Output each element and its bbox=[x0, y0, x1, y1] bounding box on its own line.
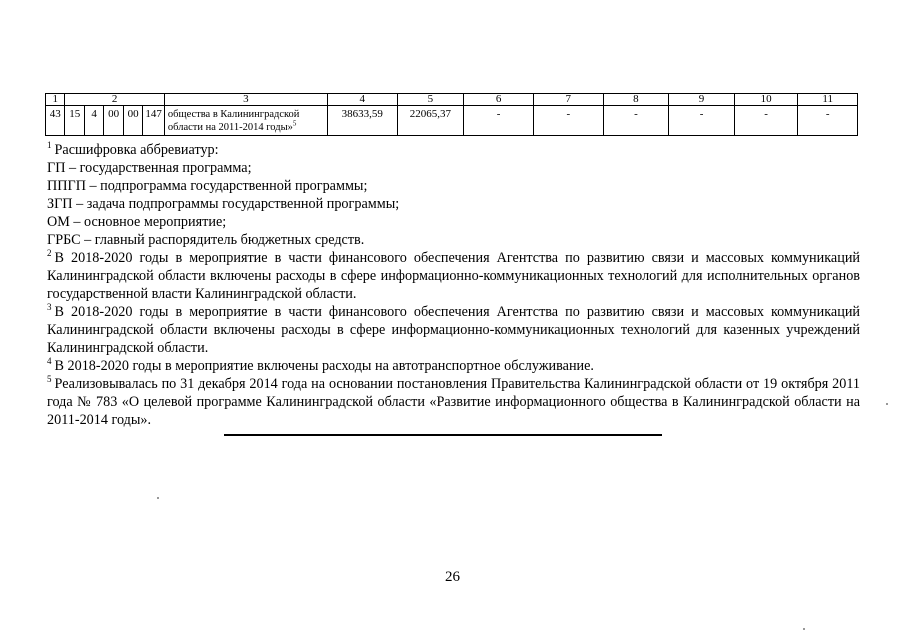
footnote-3 bbox=[47, 303, 860, 357]
page-number: 26 bbox=[445, 569, 460, 585]
footnote-mark: 4 bbox=[47, 356, 52, 367]
description-line-1: общества в Калининградской bbox=[167, 109, 300, 120]
code-cell: 15 bbox=[65, 106, 84, 136]
code-cell: 4 bbox=[84, 106, 103, 136]
scan-speck bbox=[803, 628, 805, 630]
footnote-text: В 2018-2020 годы в мероприятие включены расходы на автотранспортное обслуживание. bbox=[54, 358, 594, 374]
value-cell: - bbox=[798, 106, 858, 136]
value-cell: 22065,37 bbox=[397, 106, 464, 136]
value-cell: - bbox=[603, 106, 669, 136]
footnote-mark: 1 bbox=[47, 140, 52, 151]
scan-speck bbox=[157, 497, 159, 499]
footnotes bbox=[47, 141, 860, 429]
footnote-4 bbox=[47, 357, 860, 375]
column-header: 3 bbox=[164, 94, 327, 106]
column-header: 7 bbox=[533, 94, 603, 106]
footnote-mark: 5 bbox=[47, 374, 52, 385]
footnote-mark: 3 bbox=[47, 302, 52, 313]
footnote-text: В 2018-2020 годы в мероприятие в части финансового обеспечения Агентства по развитию связи и массовых коммуникаций Калининградской области включены расходы в сфере информационно-коммуникационных технологий для исполнительных органов государственной власти Калининградской области. bbox=[47, 250, 860, 302]
footnote-ref: 5 bbox=[292, 119, 297, 128]
column-header: 4 bbox=[327, 94, 397, 106]
scan-speck bbox=[886, 403, 888, 405]
code-cell: 43 bbox=[46, 106, 65, 136]
column-header: 5 bbox=[397, 94, 464, 106]
abbreviation-item: ОМ – основное мероприятие; bbox=[47, 214, 227, 230]
footnote-text: В 2018-2020 годы в мероприятие в части финансового обеспечения Агентства по развитию связи и массовых коммуникаций Калининградской области включены расходы в сфере информационно-коммуникационных технологий для казенных учреждений Калининградской области. bbox=[47, 304, 860, 356]
footnote-text: Расшифровка аббревиатур: bbox=[54, 142, 219, 158]
footnote-2 bbox=[47, 249, 860, 303]
code-cell: 00 bbox=[123, 106, 142, 136]
description-cell bbox=[164, 106, 327, 136]
code-cell: 147 bbox=[143, 106, 165, 136]
abbreviation-item: ГП – государственная программа; bbox=[47, 160, 252, 176]
value-cell: 38633,59 bbox=[327, 106, 397, 136]
value-cell: - bbox=[533, 106, 603, 136]
footnote-5 bbox=[47, 375, 860, 429]
column-header: 6 bbox=[464, 94, 534, 106]
abbreviation-item: ГРБС – главный распорядитель бюджетных средств. bbox=[47, 232, 365, 248]
budget-table bbox=[45, 93, 858, 136]
column-header: 11 bbox=[798, 94, 858, 106]
footnote-1 bbox=[47, 141, 860, 159]
value-cell: - bbox=[734, 106, 798, 136]
horizontal-rule bbox=[224, 434, 662, 436]
table-row bbox=[46, 106, 858, 136]
footnote-text: Реализовывалась по 31 декабря 2014 года на основании постановления Правительства Калининградской области от 19 октября 2011 года № 783 «О целевой программе Калининградской области «Развитие информационного общества в Калининградской области на 2011-2014 годы». bbox=[47, 376, 860, 428]
code-cell: 00 bbox=[104, 106, 123, 136]
column-header: 9 bbox=[669, 94, 735, 106]
description-line-2: области на 2011-2014 годы» bbox=[167, 122, 293, 133]
value-cell: - bbox=[669, 106, 735, 136]
table-header-row bbox=[46, 94, 858, 106]
column-header: 2 bbox=[65, 94, 164, 106]
abbreviation-item: ППГП – подпрограмма государственной программы; bbox=[47, 178, 368, 194]
column-header: 8 bbox=[603, 94, 669, 106]
column-header: 1 bbox=[46, 94, 65, 106]
footnote-mark: 2 bbox=[47, 248, 52, 259]
column-header: 10 bbox=[734, 94, 798, 106]
abbreviation-item: ЗГП – задача подпрограммы государственной программы; bbox=[47, 196, 400, 212]
value-cell: - bbox=[464, 106, 534, 136]
